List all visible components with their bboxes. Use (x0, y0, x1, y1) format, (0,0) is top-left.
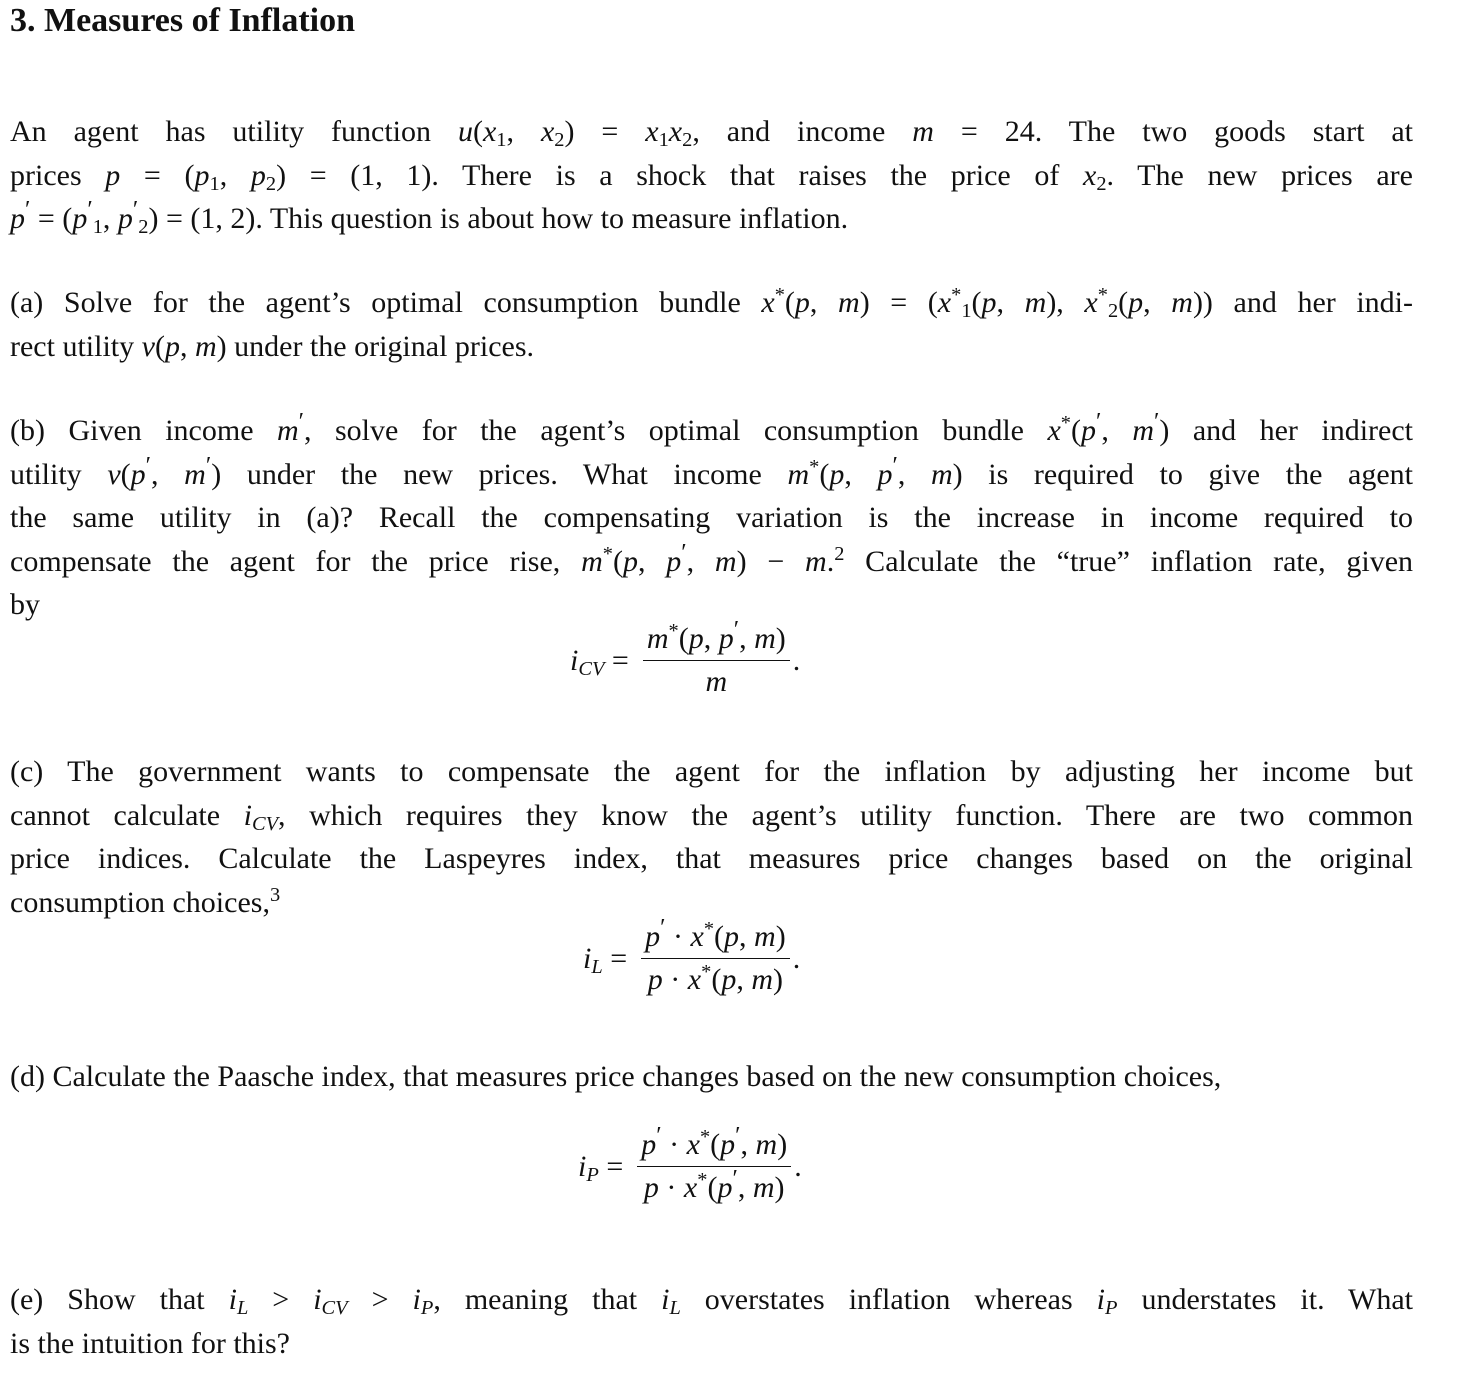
equation-icv: $i_{CV}$ = $\frac{m^*(p, p', m)}{m}$ . (570, 615, 801, 698)
footnote-marker-2[interactable]: 2 (834, 542, 845, 565)
part-b-line-2: utility v(p′, m′) under the new prices. What income m*(p, p′, m) is required to give the agent (10, 451, 1413, 491)
part-c-line-3: price indices. Calculate the Laspeyres index, that measures price changes based on the original (10, 842, 1413, 875)
part-b-line-1: (b) Given income m′, solve for the agent’s optimal consumption bundle x*(p′, m′) and her indirect (10, 407, 1413, 447)
part-b-paragraph (10, 409, 1413, 627)
part-e-line-1: (e) Show that $i_L > i_{CV} > i_P$, meaning that $i_L$ overstates inflation whereas $i_P$ understates it. What (10, 1283, 1413, 1320)
part-b-line-3: the same utility in (a)? Recall the compensating variation is the increase in income required to (10, 501, 1413, 534)
part-a-line-1: (a) Solve for the agent’s optimal consumption bundle x*(p, $m) = (x^*_1(p$, m), $x^*_2(p$, m)) and her indi- (10, 283, 1414, 323)
part-c-paragraph (10, 750, 1413, 924)
section-title: 3. Measures of Inflation (10, 2, 356, 39)
part-d-paragraph (10, 1055, 1413, 1099)
part-c-line-1: (c) The government wants to compensate the agent for the inflation by adjusting her income but (10, 755, 1413, 788)
intro-line-2: prices $p = (p_1$, $p_2) = (1$, 1). There is a shock that raises the price of $x_2$. The new prices are (10, 158, 1413, 195)
part-a-line-2: rect utility v(p, m) under the original prices. (10, 329, 535, 363)
part-b-line-4: compensate the agent for the price rise, m*(p, p′, m) − m.$^2$ Calculate the “true” inflation rate, given (10, 538, 1414, 578)
part-d-line-1: (d) Calculate the Paasche index, that measures price changes based on the new consumption choices, (10, 1060, 1222, 1093)
part-b-line-5: by (10, 588, 40, 621)
equation-il: $i_L$ = $\frac{p' \cdot x^*(p, m)}{p \cdot x^*(p, m)}$ . (583, 913, 801, 996)
part-e-paragraph (10, 1278, 1413, 1365)
footnote-marker-3[interactable]: 3 (269, 883, 281, 906)
part-e-line-2: is the intuition for this? (10, 1326, 290, 1360)
part-a-paragraph (10, 281, 1413, 368)
part-c-line-2: cannot calculate $i_{CV}$, which requires they know the agent’s utility function. There are two common (10, 798, 1413, 835)
equation-ip: $i_P$ = $\frac{p' \cdot x^*(p', m)}{p \cdot x^*(p', m)}$ . (578, 1121, 802, 1204)
intro-line-3: $p' = (p'_1$, $p'_2) = (1$, 2). This question is about how to measure inflation. (10, 195, 849, 239)
part-c-line-4: consumption choices,$^3$ (10, 883, 281, 919)
intro-paragraph (10, 110, 1413, 241)
intro-line-1: An agent has utility function $u(x_1$, $x_2) = x_1x_2$, and income m = 24. The two goods start at (10, 115, 1413, 152)
